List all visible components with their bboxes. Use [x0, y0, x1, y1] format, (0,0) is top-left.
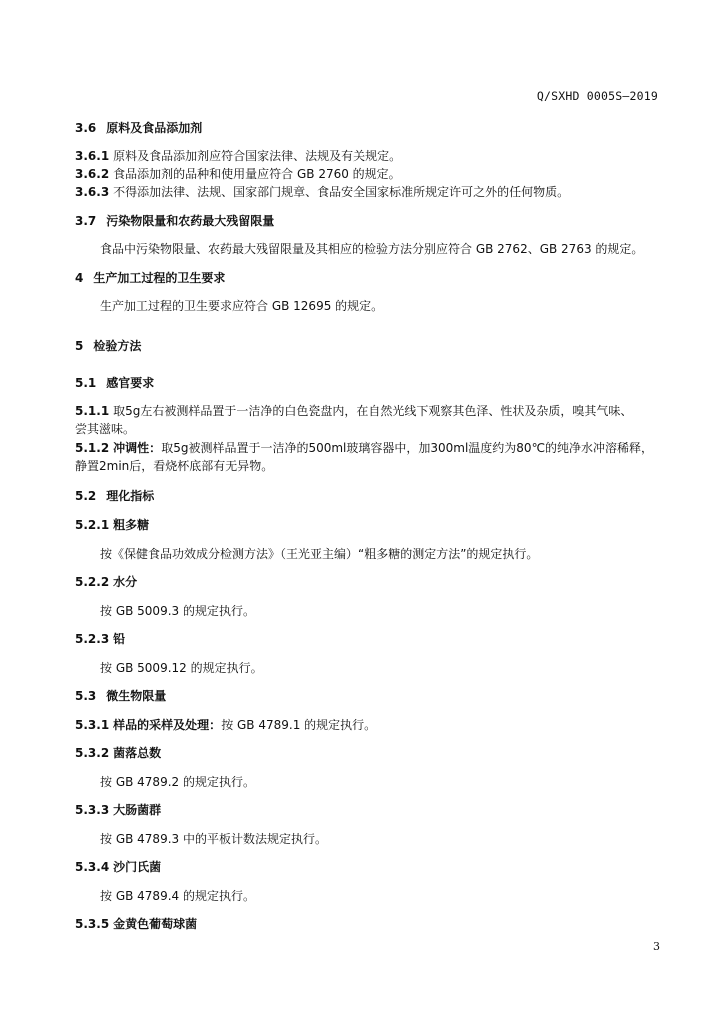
clause-text: 按 GB 4789.1 的规定执行。 [221, 718, 377, 732]
paragraph-5-2-1: 按《保健食品功效成分检测方法》（王光亚主编）“粗多糖的测定方法”的规定执行。 [100, 547, 539, 561]
clause-number: 5.1 [75, 376, 97, 390]
heading-5-3 [75, 688, 166, 704]
paragraph-5-3-4: 按 GB 4789.4 的规定执行。 [100, 889, 255, 903]
heading-5 [75, 338, 141, 354]
heading-3-6 [75, 120, 202, 136]
paragraph-4: 生产加工过程的卫生要求应符合 GB 12695 的规定。 [100, 299, 384, 313]
heading-text: 大肠菌群 [113, 803, 162, 817]
heading-text: 检验方法 [93, 339, 142, 353]
clause-number: 5.3.4 [75, 860, 110, 874]
heading-5-1 [75, 375, 154, 391]
paragraph-5-2-3: 按 GB 5009.12 的规定执行。 [100, 661, 263, 675]
page-number: 3 [653, 940, 660, 953]
heading-5-2-3 [75, 631, 125, 647]
clause-text: 取5g被测样品置于一洁净的500ml玻璃容器中，加300ml温度约为80℃的纯净水冲溶稀释， [161, 441, 654, 455]
clause-number: 5.2 [75, 489, 97, 503]
clause-5-1-1-continued: 尝其滋味。 [75, 422, 136, 436]
clause-3-6-3 [75, 184, 569, 200]
heading-5-2 [75, 488, 154, 504]
clause-number: 5.2.3 [75, 632, 110, 646]
clause-number: 5.3.2 [75, 746, 110, 760]
clause-number: 3.6.3 [75, 185, 110, 199]
paragraph-5-3-3: 按 GB 4789.3 中的平板计数法规定执行。 [100, 832, 327, 846]
clause-text: 不得添加法律、法规、国家部门规章、食品安全国家标准所规定许可之外的任何物质。 [113, 185, 570, 199]
clause-number: 3.6.1 [75, 149, 110, 163]
clause-number: 3.6 [75, 121, 97, 135]
heading-text: 金黄色葡萄球菌 [113, 917, 198, 931]
heading-5-3-4 [75, 859, 161, 875]
heading-5-3-5 [75, 916, 197, 932]
clause-number: 5.3.3 [75, 803, 110, 817]
heading-text: 菌落总数 [113, 746, 162, 760]
clause-label: 冲调性： [113, 441, 162, 455]
clause-number: 3.7 [75, 214, 97, 228]
clause-number: 5.1.1 [75, 404, 110, 418]
clause-label: 样品的采样及处理： [113, 718, 222, 732]
clause-5-1-1 [75, 403, 632, 419]
clause-number: 5.1.2 [75, 441, 110, 455]
clause-text: 取5g左右被测样品置于一洁净的白色瓷盘内，在自然光线下观察其色泽、性状及杂质，嗅其气味、 [113, 404, 633, 418]
paragraph-5-3-2: 按 GB 4789.2 的规定执行。 [100, 775, 255, 789]
clause-number: 5.2.2 [75, 575, 110, 589]
heading-text: 沙门氏菌 [113, 860, 162, 874]
heading-5-3-3 [75, 802, 161, 818]
heading-4 [75, 270, 225, 286]
heading-text: 生产加工过程的卫生要求 [93, 271, 226, 285]
paragraph-5-2-2: 按 GB 5009.3 的规定执行。 [100, 604, 255, 618]
clause-number: 4 [75, 271, 84, 285]
clause-number: 3.6.2 [75, 167, 110, 181]
clause-5-1-2-continued: 静置2min后，看烧杯底部有无异物。 [75, 459, 274, 473]
clause-text: 食品添加剂的品种和使用量应符合 GB 2760 的规定。 [113, 167, 401, 181]
heading-text: 粗多糖 [113, 518, 150, 532]
heading-5-3-2 [75, 745, 161, 761]
clause-number: 5.2.1 [75, 518, 110, 532]
heading-5-2-2 [75, 574, 137, 590]
paragraph-3-7: 食品中污染物限量、农药最大残留限量及其相应的检验方法分别应符合 GB 2762、GB 2763 的规定。 [100, 242, 644, 256]
heading-5-2-1 [75, 517, 149, 533]
clause-number: 5.3.5 [75, 917, 110, 931]
heading-text: 原料及食品添加剂 [106, 121, 203, 135]
clause-number: 5.3 [75, 689, 97, 703]
clause-text: 原料及食品添加剂应符合国家法律、法规及有关规定。 [113, 149, 402, 163]
heading-text: 感官要求 [106, 376, 155, 390]
document-code: Q/SXHD 0005S—2019 [536, 89, 658, 103]
heading-text: 水分 [113, 575, 138, 589]
heading-3-7 [75, 213, 274, 229]
clause-3-6-1 [75, 148, 401, 164]
heading-text: 微生物限量 [106, 689, 167, 703]
heading-text: 铅 [113, 632, 126, 646]
heading-text: 理化指标 [106, 489, 155, 503]
clause-number: 5.3.1 [75, 718, 110, 732]
clause-5-3-1 [75, 717, 376, 733]
heading-text: 污染物限量和农药最大残留限量 [106, 214, 275, 228]
clause-5-1-2 [75, 440, 653, 456]
clause-3-6-2 [75, 166, 401, 182]
clause-number: 5 [75, 339, 84, 353]
